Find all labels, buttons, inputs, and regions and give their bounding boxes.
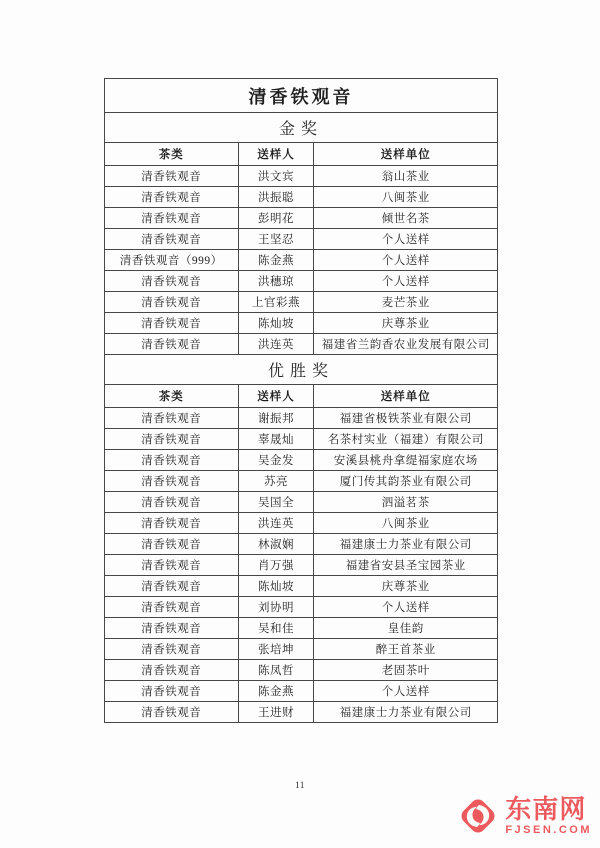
table-row — [105, 187, 498, 208]
sender-cell: 吴国全 — [238, 492, 314, 513]
table-title-row — [105, 79, 498, 113]
tea-type-cell: 清香铁观音 — [105, 408, 239, 429]
column-header-row — [105, 385, 498, 408]
org-cell: 福建省安县圣宝园茶业 — [314, 555, 498, 576]
tea-type-cell: 清香铁观音 — [105, 271, 239, 292]
table-row — [105, 292, 498, 313]
tea-type-cell: 清香铁观音 — [105, 513, 239, 534]
org-cell: 皇佳韵 — [314, 618, 498, 639]
winner-award-rows — [105, 408, 498, 723]
sender-cell: 洪振聪 — [238, 187, 314, 208]
brand-text-block — [505, 796, 592, 836]
org-cell: 厦门传其韵茶业有限公司 — [314, 471, 498, 492]
sender-cell: 洪连英 — [238, 513, 314, 534]
org-cell: 安溪县桃舟拿缇福家庭农场 — [314, 450, 498, 471]
tea-type-cell: 清香铁观音 — [105, 681, 239, 702]
col-header-sender: 送样人 — [238, 385, 314, 408]
sender-cell: 林淑娴 — [238, 534, 314, 555]
table-row — [105, 408, 498, 429]
org-cell: 八闽茶业 — [314, 187, 498, 208]
tea-type-cell: 清香铁观音 — [105, 555, 239, 576]
table-row — [105, 229, 498, 250]
table-row — [105, 492, 498, 513]
org-cell: 老固茶叶 — [314, 660, 498, 681]
org-cell: 福建康士力茶业有限公司 — [314, 534, 498, 555]
table-row — [105, 555, 498, 576]
tea-type-cell: 清香铁观音 — [105, 534, 239, 555]
sender-cell: 张培坤 — [238, 639, 314, 660]
table-row — [105, 534, 498, 555]
table-row — [105, 429, 498, 450]
org-cell: 八闽茶业 — [314, 513, 498, 534]
sender-cell: 洪穗琼 — [238, 271, 314, 292]
table-title: 清香铁观音 — [105, 79, 498, 113]
sender-cell: 上官彩燕 — [238, 292, 314, 313]
org-cell: 醉王首茶业 — [314, 639, 498, 660]
org-cell: 倾世名茶 — [314, 208, 498, 229]
org-cell: 个人送样 — [314, 681, 498, 702]
award-table — [104, 78, 498, 723]
tea-type-cell: 清香铁观音 — [105, 471, 239, 492]
sender-cell: 陈金燕 — [238, 250, 314, 271]
table-row — [105, 250, 498, 271]
tea-type-cell: 清香铁观音 — [105, 292, 239, 313]
org-cell: 麦芒茶业 — [314, 292, 498, 313]
org-cell: 福建省兰韵香农业发展有限公司 — [314, 334, 498, 355]
org-cell: 泗溢茗茶 — [314, 492, 498, 513]
tea-type-cell: 清香铁观音 — [105, 702, 239, 723]
gold-award-rows — [105, 166, 498, 355]
table-row — [105, 639, 498, 660]
sender-cell: 陈凤哲 — [238, 660, 314, 681]
tea-type-cell: 清香铁观音 — [105, 229, 239, 250]
swirl-diamond-logo-icon — [455, 793, 501, 839]
col-header-org: 送样单位 — [314, 385, 498, 408]
tea-type-cell: 清香铁观音 — [105, 208, 239, 229]
org-cell: 福建康士力茶业有限公司 — [314, 702, 498, 723]
tea-type-cell: 清香铁观音 — [105, 576, 239, 597]
col-header-tea-type: 茶类 — [105, 385, 239, 408]
org-cell: 福建省极铁茶业有限公司 — [314, 408, 498, 429]
table-row — [105, 313, 498, 334]
section-row-winner — [105, 355, 498, 385]
org-cell: 个人送样 — [314, 229, 498, 250]
tea-type-cell: 清香铁观音 — [105, 429, 239, 450]
sender-cell: 陈灿坡 — [238, 576, 314, 597]
table-row — [105, 618, 498, 639]
table-row — [105, 597, 498, 618]
org-cell: 庆尊茶业 — [314, 313, 498, 334]
tea-type-cell: 清香铁观音 — [105, 187, 239, 208]
sender-cell: 肖万强 — [238, 555, 314, 576]
site-watermark — [455, 793, 592, 839]
tea-type-cell: 清香铁观音（999） — [105, 250, 239, 271]
tea-type-cell: 清香铁观音 — [105, 492, 239, 513]
table-row — [105, 660, 498, 681]
brand-url: FJSEN.COM — [505, 824, 592, 836]
tea-type-cell: 清香铁观音 — [105, 660, 239, 681]
org-cell: 个人送样 — [314, 271, 498, 292]
section-row-gold — [105, 113, 498, 143]
org-cell: 庆尊茶业 — [314, 576, 498, 597]
sender-cell: 吴金发 — [238, 450, 314, 471]
tea-type-cell: 清香铁观音 — [105, 597, 239, 618]
col-header-sender: 送样人 — [238, 143, 314, 166]
sender-cell: 彭明花 — [238, 208, 314, 229]
section-label-winner: 优胜奖 — [105, 355, 498, 385]
table-row — [105, 334, 498, 355]
sender-cell: 王进财 — [238, 702, 314, 723]
page-number: 11 — [295, 780, 305, 790]
sender-cell: 辜晟灿 — [238, 429, 314, 450]
sender-cell: 王坚忍 — [238, 229, 314, 250]
sender-cell: 陈金燕 — [238, 681, 314, 702]
section-label-gold: 金奖 — [105, 113, 498, 143]
table-row — [105, 166, 498, 187]
org-cell: 翁山茶业 — [314, 166, 498, 187]
table-row — [105, 471, 498, 492]
sender-cell: 吴和佳 — [238, 618, 314, 639]
tea-type-cell: 清香铁观音 — [105, 334, 239, 355]
col-header-tea-type: 茶类 — [105, 143, 239, 166]
tea-type-cell: 清香铁观音 — [105, 166, 239, 187]
table-row — [105, 208, 498, 229]
sender-cell: 谢振邦 — [238, 408, 314, 429]
table-row — [105, 271, 498, 292]
table-row — [105, 681, 498, 702]
award-table-container — [104, 78, 498, 723]
sender-cell: 刘协明 — [238, 597, 314, 618]
org-cell: 个人送样 — [314, 597, 498, 618]
tea-type-cell: 清香铁观音 — [105, 618, 239, 639]
tea-type-cell: 清香铁观音 — [105, 639, 239, 660]
org-cell: 个人送样 — [314, 250, 498, 271]
table-row — [105, 702, 498, 723]
sender-cell: 洪连英 — [238, 334, 314, 355]
tea-type-cell: 清香铁观音 — [105, 313, 239, 334]
table-row — [105, 513, 498, 534]
sender-cell: 苏亮 — [238, 471, 314, 492]
column-header-row — [105, 143, 498, 166]
table-row — [105, 576, 498, 597]
brand-name: 东南网 — [505, 794, 587, 824]
org-cell: 名茶村实业（福建）有限公司 — [314, 429, 498, 450]
table-row — [105, 450, 498, 471]
sender-cell: 陈灿坡 — [238, 313, 314, 334]
sender-cell: 洪文宾 — [238, 166, 314, 187]
col-header-org: 送样单位 — [314, 143, 498, 166]
tea-type-cell: 清香铁观音 — [105, 450, 239, 471]
